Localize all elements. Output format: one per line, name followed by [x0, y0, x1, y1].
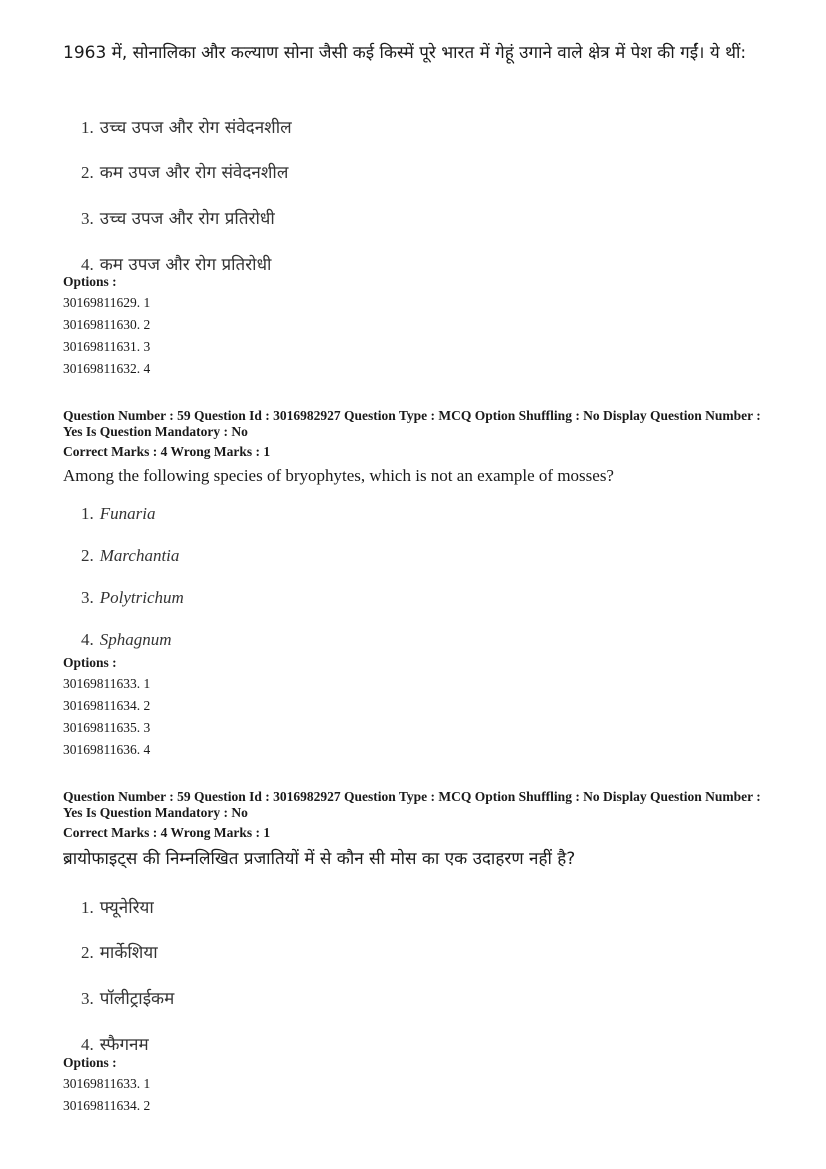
option-id: 30169811629. 1: [63, 295, 151, 310]
option-id: 30169811636. 4: [63, 742, 151, 757]
choice-1: 1. उच्च उपज और रोग संवेदनशील: [81, 118, 292, 138]
question-meta: Question Number : 59 Question Id : 3016982927 Question Type : MCQ Option Shuffling : No Display Question Number : Yes Is Question Mandatory : No: [63, 789, 761, 820]
option-id: 30169811632. 4: [63, 361, 151, 376]
choice-4: 4. Sphagnum: [81, 630, 172, 649]
option-id: 30169811634. 2: [63, 698, 151, 713]
option-id: 30169811633. 1: [63, 676, 151, 691]
option-id: 30169811630. 2: [63, 317, 151, 332]
choice-1: 1. फ्यूनेरिया: [81, 898, 154, 918]
option-id: 30169811631. 3: [63, 339, 151, 354]
options-label: Options :: [63, 655, 117, 670]
question-meta: Question Number : 59 Question Id : 3016982927 Question Type : MCQ Option Shuffling : No Display Question Number : Yes Is Question Mandatory : No: [63, 408, 761, 439]
option-id: 30169811635. 3: [63, 720, 151, 735]
choice-2: 2. Marchantia: [81, 546, 180, 565]
options-label: Options :: [63, 1055, 117, 1070]
choice-4: 4. कम उपज और रोग प्रतिरोधी: [81, 255, 272, 275]
question-marks: Correct Marks : 4 Wrong Marks : 1: [63, 825, 271, 840]
choice-1: 1. Funaria: [81, 504, 156, 523]
question-text: Among the following species of bryophytes, which is not an example of mosses?: [63, 466, 614, 485]
choice-2: 2. कम उपज और रोग संवेदनशील: [81, 163, 289, 183]
option-id: 30169811634. 2: [63, 1098, 151, 1113]
options-label: Options :: [63, 274, 117, 289]
choice-4: 4. स्फैगनम: [81, 1035, 149, 1055]
question-text: ब्रायोफाइट्स की निम्नलिखित प्रजातियों में से कौन सी मोस का एक उदाहरण नहीं है?: [63, 849, 576, 869]
question-text: 1963 में, सोनालिका और कल्याण सोना जैसी कई किस्में पूरे भारत में गेहूं उगाने वाले क्षेत्र में पेश की गईं। ये थीं:: [63, 43, 747, 63]
choice-3: 3. Polytrichum: [81, 588, 184, 607]
question-marks: Correct Marks : 4 Wrong Marks : 1: [63, 444, 271, 459]
choice-2: 2. मार्केशिया: [81, 943, 158, 963]
option-id: 30169811633. 1: [63, 1076, 151, 1091]
choice-3: 3. पॉलीट्राईकम: [81, 989, 175, 1009]
choice-3: 3. उच्च उपज और रोग प्रतिरोधी: [81, 209, 275, 229]
